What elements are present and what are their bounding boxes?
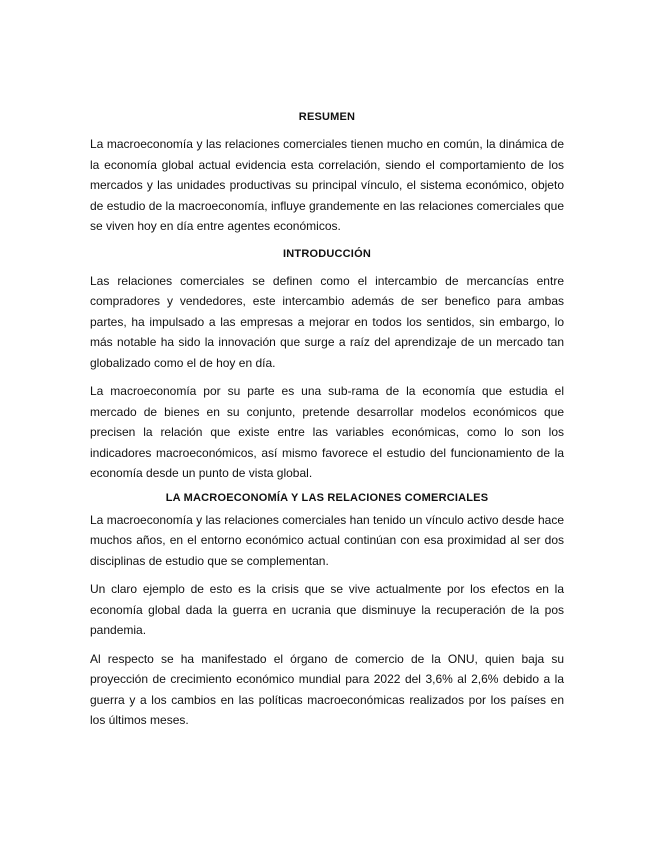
document-body [90, 108, 564, 731]
macro-relaciones-paragraph-3: Al respecto se ha manifestado el órgano de comercio de la ONU, quien baja su proyección de crecimiento económico mundial para 2022 del 3,6% al 2,6% debido a la guerra y a los cambios en las políticas macroeconómicas realizados por los países en los últimos meses. [90, 651, 564, 727]
macro-relaciones-heading: LA MACROECONOMÍA Y LAS RELACIONES COMERCIALES [165, 491, 489, 504]
macro-relaciones-paragraph-1: La macroeconomía y las relaciones comerciales han tenido un vínculo activo desde hace muchos años, en el entorno económico actual continúan con esa proximidad al ser dos disciplinas de estudio que se complementan. [90, 512, 564, 568]
resumen-paragraph: La macroeconomía y las relaciones comerciales tienen mucho en común, la dinámica de la economía global actual evidencia esta correlación, siendo el comportamiento de los mercados y las unidades productivas su principal vínculo, el sistema económico, objeto de estudio de la macroeconomía, influye grandemente en las relaciones comerciales que se viven hoy en día entre agentes económicos. [90, 137, 564, 233]
resumen-heading: RESUMEN [298, 111, 356, 123]
macro-relaciones-paragraph-2: Un claro ejemplo de esto es la crisis que se vive actualmente por los efectos en la economía global dada la guerra en ucrania que disminuye la recuperación de la pos pandemia. [90, 582, 564, 637]
introduccion-heading: INTRODUCCIÓN [283, 247, 371, 260]
introduccion-paragraph-1: Las relaciones comerciales se definen como el intercambio de mercancías entre compradores y vendedores, este intercambio además de ser benefico para ambas partes, ha impulsado a las empresas a mejorar en todos los sentidos, sin embargo, lo más notable ha sido la innovación que surge a raíz del aprendizaje de un mercado tan globalizado como el de hoy en día. [90, 273, 564, 370]
introduccion-paragraph-2: La macroeconomía por su parte es una sub-rama de la economía que estudia el mercado de bienes en su conjunto, pretende desarrollar modelos económicos que precisen la relación que existe entre las variables económicas, como lo son los indicadores macroeconómicos, así mismo favorece el estudio del funcionamiento de la economía desde un punto de vista global. [90, 384, 564, 480]
